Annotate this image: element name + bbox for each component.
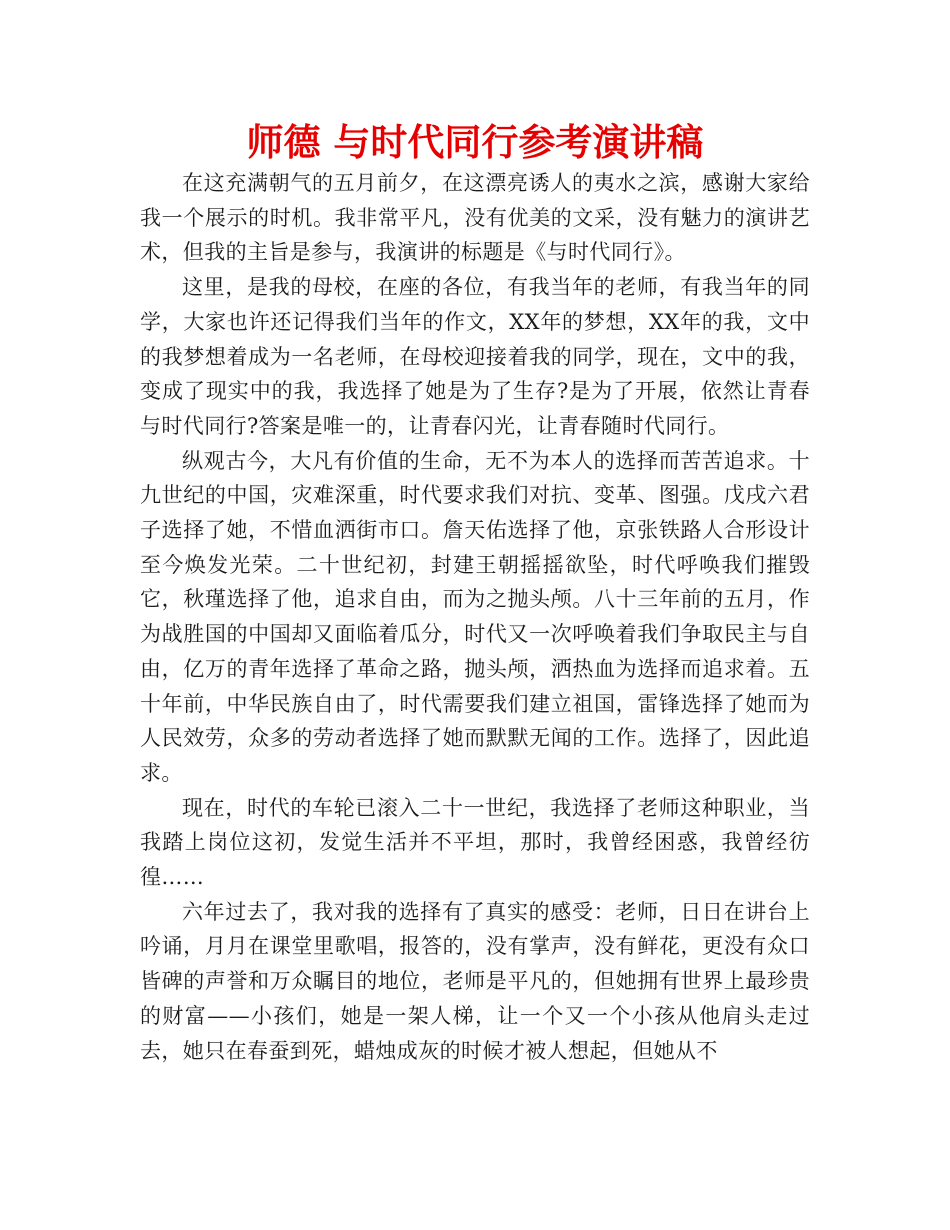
document-title: 师德 与时代同行参考演讲稿	[246, 121, 704, 164]
paragraph-1: 在这充满朝气的五月前夕，在这漂亮诱人的夷水之滨，感谢大家给我一个展示的时机。我非常平凡，没有优美的文采，没有魅力的演讲艺术，但我的主旨是参与，我演讲的标题是《与时代同行》。	[140, 171, 810, 265]
document-body	[140, 166, 810, 1068]
paragraph-3: 纵观古今，大凡有价值的生命，无不为本人的选择而苦苦追求。十九世纪的中国，灾难深重，时代要求我们对抗、变革、图强。戊戌六君子选择了她，不惜血洒街市口。詹天佑选择了他，京张铁路人合形设计至今焕发光荣。二十世纪初，封建王朝摇摇欲坠，时代呼唤我们摧毁它，秋瑾选择了他，追求自由，而为之抛头颅。八十三年前的五月，作为战胜国的中国却又面临着瓜分，时代又一次呼唤着我们争取民主与自由，亿万的青年选择了革命之路，抛头颅，洒热血为选择而追求着。五十年前，中华民族自由了，时代需要我们建立祖国，雷锋选择了她而为人民效劳，众多的劳动者选择了她而默默无闻的工作。选择了，因此追求。	[140, 448, 810, 785]
paragraph-2: 这里，是我的母校，在座的各位，有我当年的老师，有我当年的同学，大家也许还记得我们当年的作文，XX年的梦想，XX年的我，文中的我梦想着成为一名老师，在母校迎接着我的同学，现在，文中的我，变成了现实中的我，我选择了她是为了生存?是为了开展，依然让青春与时代同行?答案是唯一的，让青春闪光，让青春随时代同行。	[140, 275, 810, 438]
paragraph-5: 六年过去了，我对我的选择有了真实的感受：老师，日日在讲台上吟诵，月月在课堂里歌唱，报答的，没有掌声，没有鲜花，更没有众口皆碑的声誉和万众瞩目的地位，老师是平凡的，但她拥有世界上最珍贵的财富——小孩们，她是一架人梯，让一个又一个小孩从他肩头走过去，她只在春蚕到死，蜡烛成灰的时候才被人想起，但她从不	[140, 899, 810, 1063]
paragraph-4: 现在，时代的车轮已滚入二十一世纪，我选择了老师这种职业，当我踏上岗位这初，发觉生活并不平坦，那时，我曾经困惑，我曾经彷徨……	[140, 795, 810, 890]
